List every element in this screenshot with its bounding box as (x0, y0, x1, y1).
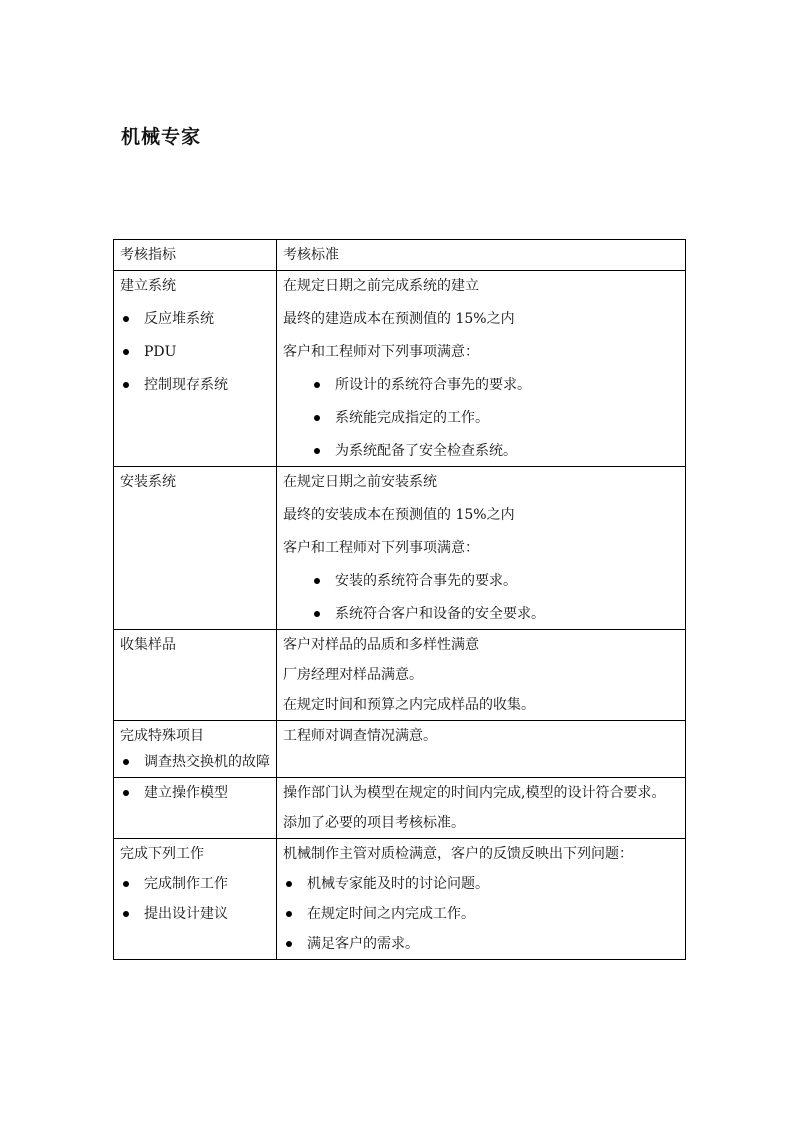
indicator-cell (114, 630, 277, 721)
standard-bullet: 所设计的系统符合事先的要求。 (311, 376, 679, 394)
indicator-bullet: 建立操作模型 (120, 784, 270, 802)
indicator-cell (114, 467, 277, 630)
standard-bullet: 机械专家能及时的讨论问题。 (283, 875, 679, 893)
standard-cell (277, 467, 686, 630)
standard-bullet: 为系统配备了安全检查系统。 (311, 442, 679, 460)
table-row (114, 271, 686, 467)
indicator-bullet: 提出设计建议 (120, 905, 270, 923)
page-title: 机械专家 (121, 126, 202, 148)
standard-cell (277, 778, 686, 839)
standard-cell (277, 721, 686, 778)
table-row (114, 630, 686, 721)
standard-text: 工程师对调查情况满意。 (283, 728, 437, 744)
indicator-text: 安装系统 (120, 474, 176, 490)
table-row (114, 721, 686, 778)
standard-cell (277, 271, 686, 467)
indicator-cell (114, 778, 277, 839)
standard-text: 在规定日期之前安装系统 (283, 474, 437, 490)
standard-bullet: 满足客户的需求。 (283, 935, 679, 953)
assessment-table (113, 239, 686, 960)
table-row (114, 839, 686, 960)
indicator-bullet: 反应堆系统 (120, 310, 270, 328)
indicator-text: 完成下列工作 (120, 846, 204, 862)
standard-text: 最终的建造成本在预测值的 15%之内 (283, 311, 515, 327)
standard-bullet: 系统符合客户和设备的安全要求。 (311, 605, 679, 623)
standard-text: 在规定日期之前完成系统的建立 (283, 278, 479, 294)
table-row (114, 778, 686, 839)
standard-bullet: 安装的系统符合事先的要求。 (311, 572, 679, 590)
standard-text: 客户和工程师对下列事项满意： (283, 344, 479, 360)
standard-bullet: 系统能完成指定的工作。 (311, 409, 679, 427)
standard-text: 机械制作主管对质检满意，客户的反馈反映出下列问题： (283, 846, 633, 862)
standard-cell (277, 839, 686, 960)
standard-cell (277, 630, 686, 721)
indicator-cell (114, 721, 277, 778)
indicator-cell (114, 839, 277, 960)
standard-text: 在规定时间和预算之内完成样品的收集。 (283, 697, 535, 713)
indicator-cell (114, 271, 277, 467)
indicator-bullet: PDU (120, 343, 270, 361)
indicator-text: 收集样品 (120, 637, 176, 653)
standard-text: 客户和工程师对下列事项满意： (283, 540, 479, 556)
standard-text: 客户对样品的品质和多样性满意 (283, 637, 479, 653)
indicator-bullet: 完成制作工作 (120, 875, 270, 893)
standard-text: 最终的安装成本在预测值的 15%之内 (283, 507, 515, 523)
header-indicator: 考核指标 (114, 240, 277, 271)
indicator-text: 完成特殊项目 (120, 728, 204, 744)
standard-bullet: 在规定时间之内完成工作。 (283, 905, 679, 923)
header-standard: 考核标准 (277, 240, 686, 271)
standard-text: 添加了必要的项目考核标准。 (283, 815, 465, 831)
standard-text: 操作部门认为模型在规定的时间内完成,模型的设计符合要求。 (283, 785, 666, 801)
standard-text: 厂房经理对样品满意。 (283, 667, 423, 683)
table-row (114, 467, 686, 630)
indicator-bullet: 调查热交换机的故障 (120, 753, 270, 771)
table-header-row (114, 240, 686, 271)
indicator-bullet: 控制现存系统 (120, 376, 270, 394)
indicator-text: 建立系统 (120, 278, 176, 294)
